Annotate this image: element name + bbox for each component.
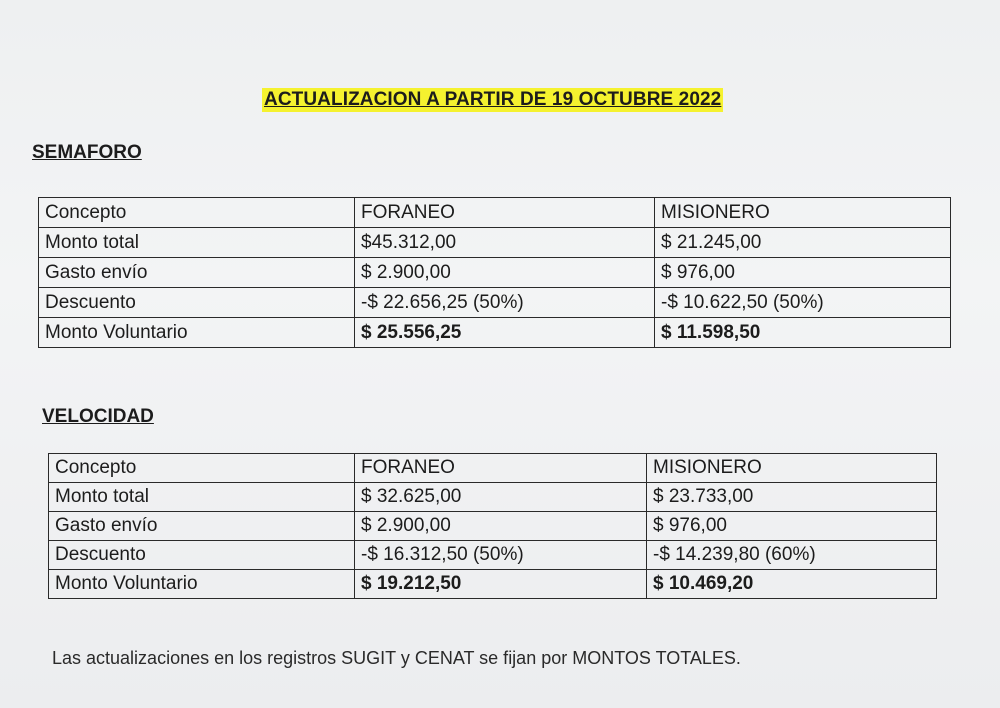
table-cell: Monto Voluntario bbox=[49, 570, 355, 599]
section-title-semaforo: SEMAFORO bbox=[32, 142, 142, 163]
table-cell: $ 976,00 bbox=[647, 512, 937, 541]
table-row-total bbox=[39, 318, 951, 348]
table-cell-total: $ 10.469,20 bbox=[647, 570, 937, 599]
table-cell: Gasto envío bbox=[39, 258, 355, 288]
table-cell-total: $ 25.556,25 bbox=[355, 318, 655, 348]
velocidad-table bbox=[48, 453, 937, 599]
table-header-row bbox=[49, 454, 937, 483]
section-title-velocidad: VELOCIDAD bbox=[42, 406, 154, 427]
table-cell: Monto total bbox=[39, 228, 355, 258]
table-row-total bbox=[49, 570, 937, 599]
header-cell: FORANEO bbox=[355, 454, 647, 483]
header-cell: Concepto bbox=[39, 198, 355, 228]
table-cell: Gasto envío bbox=[49, 512, 355, 541]
table-cell: Descuento bbox=[49, 541, 355, 570]
semaforo-table bbox=[38, 197, 951, 348]
table-header-row bbox=[39, 198, 951, 228]
table-cell: $ 2.900,00 bbox=[355, 258, 655, 288]
table-row bbox=[49, 483, 937, 512]
table-cell: -$ 10.622,50 (50%) bbox=[655, 288, 951, 318]
table-cell-total: $ 11.598,50 bbox=[655, 318, 951, 348]
table-row bbox=[39, 258, 951, 288]
table-cell: $45.312,00 bbox=[355, 228, 655, 258]
table-cell: -$ 22.656,25 (50%) bbox=[355, 288, 655, 318]
table-cell-total: $ 19.212,50 bbox=[355, 570, 647, 599]
table-cell: Monto total bbox=[49, 483, 355, 512]
table-row bbox=[49, 541, 937, 570]
table-cell: -$ 16.312,50 (50%) bbox=[355, 541, 647, 570]
table-cell: Monto Voluntario bbox=[39, 318, 355, 348]
table-cell: $ 32.625,00 bbox=[355, 483, 647, 512]
header-cell: MISIONERO bbox=[647, 454, 937, 483]
table-row bbox=[39, 288, 951, 318]
table-cell: -$ 14.239,80 (60%) bbox=[647, 541, 937, 570]
header-cell: MISIONERO bbox=[655, 198, 951, 228]
header-cell: Concepto bbox=[49, 454, 355, 483]
table-cell: $ 23.733,00 bbox=[647, 483, 937, 512]
header-cell: FORANEO bbox=[355, 198, 655, 228]
footer-note: Las actualizaciones en los registros SUGIT y CENAT se fijan por MONTOS TOTALES. bbox=[52, 648, 741, 668]
table-row bbox=[39, 228, 951, 258]
table-cell: Descuento bbox=[39, 288, 355, 318]
document-title: ACTUALIZACION A PARTIR DE 19 OCTUBRE 2022 bbox=[264, 89, 722, 110]
table-cell: $ 976,00 bbox=[655, 258, 951, 288]
table-cell: $ 2.900,00 bbox=[355, 512, 647, 541]
table-cell: $ 21.245,00 bbox=[655, 228, 951, 258]
table-row bbox=[49, 512, 937, 541]
